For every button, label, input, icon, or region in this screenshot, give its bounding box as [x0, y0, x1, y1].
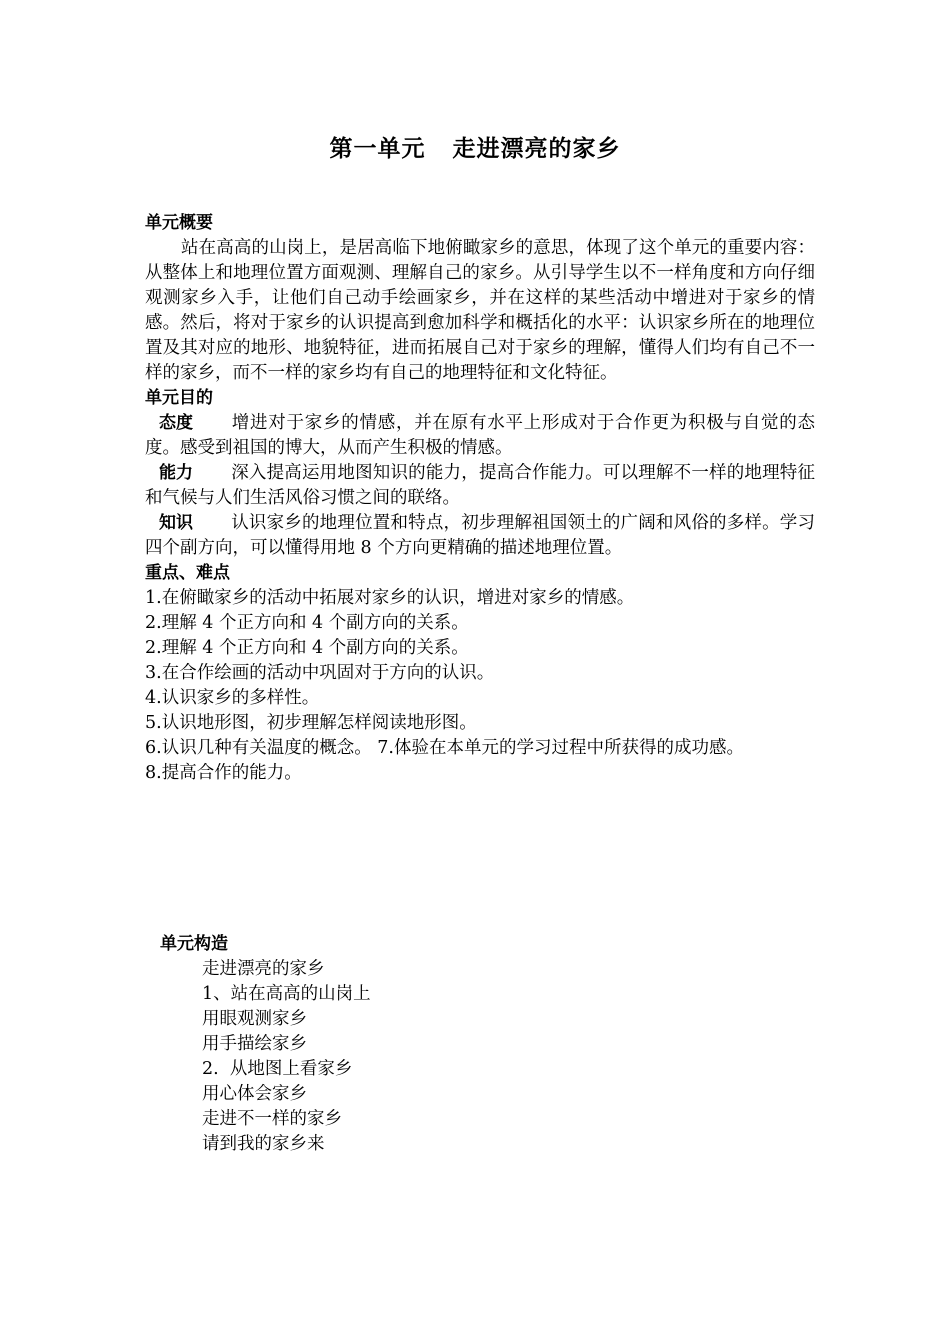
structure-item: 用心体会家乡 [202, 1084, 307, 1104]
goal-label-knowledge: 知识 [159, 513, 193, 533]
structure-item: 请到我的家乡来 [202, 1134, 325, 1154]
goal-label-ability: 能力 [159, 463, 193, 483]
key-point-item: 6.认识几种有关温度的概念。 7.体验在本单元的学习过程中所获得的成功感。 [145, 738, 744, 758]
overview-paragraph: 站在高高的山岗上，是居高临下地俯瞰家乡的意思，体现了这个单元的重要内容：从整体上和地理位置方面观测、理解自己的家乡。从引导学生以不一样角度和方向仔细观测家乡入手，让他们自己动手绘画家乡，并在这样的某些活动中增进对于家乡的情感。然后，将对于家乡的认识提高到愈加科学和概括化的水平：认识家乡所在的地理位置及其对应的地形、地貌特征，进而拓展自己对于家乡的理解，懂得人们均有自己不一样的家乡，而不一样的家乡均有自己的地理特征和文化特征。 [145, 238, 815, 383]
key-point-item: 5.认识地形图，初步理解怎样阅读地形图。 [145, 713, 477, 733]
goal-text-knowledge: 认识家乡的地理位置和特点，初步理解祖国领土的广阔和风俗的多样。学习四个副方向，可以懂得用地 8 个方向更精确的描述地理位置。 [145, 513, 815, 558]
key-point-item: 8.提高合作的能力。 [145, 763, 302, 783]
structure-item: 走进不一样的家乡 [202, 1109, 342, 1129]
structure-item: 走进漂亮的家乡 [202, 959, 325, 979]
structure-item: 2. 从地图上看家乡 [202, 1059, 353, 1079]
goal-text-attitude: 增进对于家乡的情感，并在原有水平上形成对于合作更为积极与自觉的态度。感受到祖国的博大，从而产生积极的情感。 [145, 413, 815, 458]
document-body [145, 211, 815, 786]
goal-text-ability: 深入提高运用地图知识的能力，提高合作能力。可以理解不一样的地理特征和气候与人们生活风俗习惯之间的联络。 [145, 463, 815, 508]
structure-list [160, 957, 760, 1157]
key-points-heading: 重点、难点 [145, 563, 230, 583]
goals-heading: 单元目的 [145, 388, 213, 408]
overview-heading: 单元概要 [145, 213, 213, 233]
key-point-item: 2.理解 4 个正方向和 4 个副方向的关系。 [145, 613, 469, 633]
goal-label-attitude: 态度 [159, 413, 193, 433]
structure-item: 1、站在高高的山岗上 [202, 984, 371, 1004]
goal-ability [145, 461, 815, 511]
key-point-item: 3.在合作绘画的活动中巩固对于方向的认识。 [145, 663, 495, 683]
key-point-item: 1.在俯瞰家乡的活动中拓展对家乡的认识，增进对家乡的情感。 [145, 588, 635, 608]
page-title: 第一单元 走进漂亮的家乡 [329, 136, 621, 162]
structure-item: 用手描绘家乡 [202, 1034, 307, 1054]
key-point-item: 2.理解 4 个正方向和 4 个副方向的关系。 [145, 638, 469, 658]
structure-item: 用眼观测家乡 [202, 1009, 307, 1029]
structure-heading: 单元构造 [160, 934, 228, 954]
goal-attitude [145, 411, 815, 461]
key-point-item: 4.认识家乡的多样性。 [145, 688, 320, 708]
unit-structure [160, 932, 760, 1157]
goal-knowledge [145, 511, 815, 561]
